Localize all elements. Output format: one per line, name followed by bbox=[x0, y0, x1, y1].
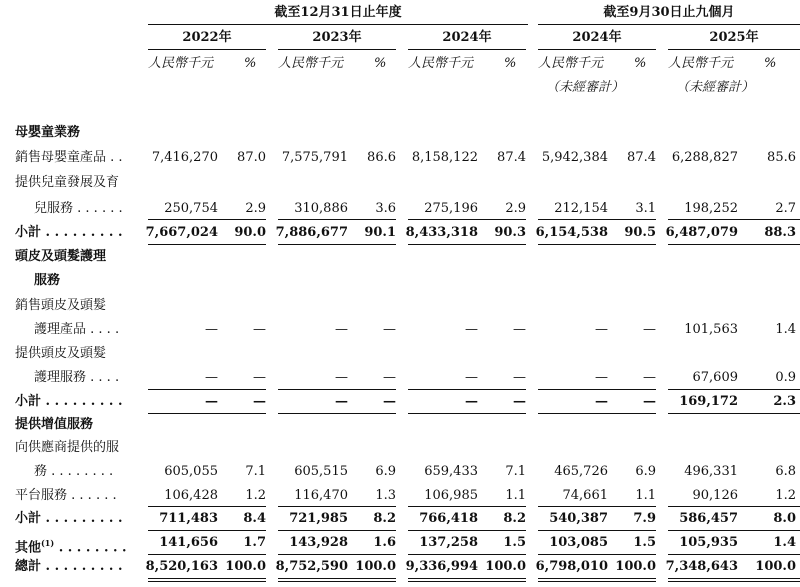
cell-r8-2023-amount: 116,470 bbox=[294, 488, 348, 503]
cell-r4-2023-amount: — bbox=[335, 322, 348, 337]
rule-below-subtotal3 bbox=[278, 530, 396, 531]
unit-label-2023: 人民幣千元 bbox=[278, 56, 344, 71]
cell-r11-2024-pct: 100.0 bbox=[485, 559, 526, 574]
rule-above-subtotal3 bbox=[148, 506, 266, 507]
cell-r9-9m2024-amount: 540,387 bbox=[549, 511, 608, 526]
double-rule-total bbox=[408, 581, 526, 582]
header-group-nine-months: 截至9月30日止九個月 bbox=[603, 5, 735, 20]
cell-r6-2023-pct: — bbox=[383, 394, 396, 409]
pct-label-2022: % bbox=[244, 56, 257, 71]
cell-r11-2023-pct: 100.0 bbox=[355, 559, 396, 574]
section-title-scalp-hair-b: 服務 bbox=[34, 273, 61, 288]
cell-r7-9m2025-pct: 6.8 bbox=[775, 464, 796, 479]
cell-r3-2022-amount: 7,667,024 bbox=[145, 225, 218, 240]
cell-r11-2024-amount: 9,336,994 bbox=[405, 559, 478, 574]
cell-r5-2024-amount: — bbox=[465, 370, 478, 385]
rule-below-subtotal2 bbox=[408, 413, 526, 414]
rule-above-subtotal1 bbox=[148, 219, 266, 220]
double-rule-total bbox=[278, 581, 396, 582]
cell-r7-9m2025-amount: 496,331 bbox=[684, 464, 738, 479]
cell-r2-2022-amount: 250,754 bbox=[164, 201, 218, 216]
pct-label-2024: % bbox=[504, 56, 517, 71]
section-title-scalp-hair-a: 頭皮及頭髮護理 bbox=[15, 249, 107, 264]
rule-below-subtotal2 bbox=[148, 413, 266, 414]
cell-r9-2024-amount: 766,418 bbox=[419, 511, 478, 526]
cell-r9-2023-pct: 8.2 bbox=[373, 511, 396, 526]
rule-below-subtotal3 bbox=[148, 530, 266, 531]
double-rule-total bbox=[148, 581, 266, 582]
cell-r9-2022-amount: 711,483 bbox=[159, 511, 218, 526]
cell-r3-2023-amount: 7,886,677 bbox=[275, 225, 348, 240]
cell-r4-2024-amount: — bbox=[465, 322, 478, 337]
cell-r11-2022-amount: 8,520,163 bbox=[145, 559, 218, 574]
row-label-others: 其他$^{(1)}$ . . . . . . . . bbox=[15, 538, 127, 556]
cell-r2-9m2025-amount: 198,252 bbox=[684, 201, 738, 216]
cell-r11-9m2025-pct: 100.0 bbox=[755, 559, 796, 574]
cell-r3-2023-pct: 90.1 bbox=[364, 225, 396, 240]
row-label-total: 總計 . . . . . . . . . bbox=[15, 559, 123, 574]
rule-below-subtotal3 bbox=[408, 530, 526, 531]
cell-r10-9m2024-amount: 103,085 bbox=[549, 535, 608, 550]
cell-r2-2024-amount: 275,196 bbox=[424, 201, 478, 216]
year-header-2024: 2024年 bbox=[442, 30, 492, 45]
cell-r2-2024-pct: 2.9 bbox=[505, 201, 526, 216]
year-header-2025-nine-months: 2025年 bbox=[709, 30, 759, 45]
cell-r5-2022-pct: — bbox=[253, 370, 266, 385]
cell-r9-2023-amount: 721,985 bbox=[289, 511, 348, 526]
cell-r11-2022-pct: 100.0 bbox=[225, 559, 266, 574]
cell-r2-2023-pct: 3.6 bbox=[375, 201, 396, 216]
rule-above-subtotal1 bbox=[408, 219, 526, 220]
cell-r7-9m2024-pct: 6.9 bbox=[635, 464, 656, 479]
double-rule-total bbox=[538, 581, 656, 582]
rule-below-subtotal1 bbox=[278, 244, 396, 245]
pct-label-2024-nine-months: % bbox=[634, 56, 647, 71]
year-header-2022: 2022年 bbox=[182, 30, 232, 45]
cell-r5-9m2025-pct: 0.9 bbox=[775, 370, 796, 385]
pct-label-2025-nine-months: % bbox=[764, 56, 777, 71]
cell-r2-2023-amount: 310,886 bbox=[294, 201, 348, 216]
row-label-sale-products: 銷售母嬰童產品 . . bbox=[15, 150, 123, 165]
cell-r6-9m2024-pct: — bbox=[643, 394, 656, 409]
double-rule-total bbox=[278, 578, 396, 579]
header-group-annual: 截至12月31日止年度 bbox=[274, 5, 402, 20]
rule-above-subtotal3 bbox=[278, 506, 396, 507]
cell-r8-2022-amount: 106,428 bbox=[164, 488, 218, 503]
cell-r1-2022-amount: 7,416,270 bbox=[151, 150, 218, 165]
pct-label-2023: % bbox=[374, 56, 387, 71]
cell-r6-9m2025-amount: 169,172 bbox=[679, 394, 738, 409]
cell-r3-9m2025-amount: 6,487,079 bbox=[665, 225, 738, 240]
cell-r11-2023-amount: 8,752,590 bbox=[275, 559, 348, 574]
cell-r11-9m2025-amount: 7,348,643 bbox=[665, 559, 738, 574]
header-group-nine-months-rule bbox=[538, 24, 800, 25]
cell-r10-2022-amount: 141,656 bbox=[159, 535, 218, 550]
row-label-scalp-services-b: 護理服務 . . . . bbox=[34, 370, 120, 385]
row-label-supplier-services-a: 向供應商提供的服 bbox=[15, 440, 120, 455]
cell-r10-2023-pct: 1.6 bbox=[373, 535, 396, 550]
rule-below-subtotal1 bbox=[668, 244, 800, 245]
cell-r7-2022-amount: 605,055 bbox=[164, 464, 218, 479]
cell-r10-9m2025-amount: 105,935 bbox=[679, 535, 738, 550]
year-rule-2023 bbox=[278, 49, 396, 50]
rule-below-subtotal3 bbox=[538, 530, 656, 531]
year-rule-2024-nine-months bbox=[538, 49, 656, 50]
cell-r4-9m2024-amount: — bbox=[595, 322, 608, 337]
year-header-2023: 2023年 bbox=[312, 30, 362, 45]
cell-r10-9m2024-pct: 1.5 bbox=[633, 535, 656, 550]
row-label-platform-services: 平台服務 . . . . . . bbox=[15, 488, 117, 503]
cell-r8-9m2024-amount: 74,661 bbox=[562, 488, 608, 503]
cell-r10-2024-amount: 137,258 bbox=[419, 535, 478, 550]
cell-r4-2024-pct: — bbox=[513, 322, 526, 337]
rule-below-subtotal2 bbox=[538, 413, 656, 414]
cell-r10-2023-amount: 143,928 bbox=[289, 535, 348, 550]
row-label-subtotal3: 小計 . . . . . . . . . bbox=[15, 511, 123, 526]
section-title-value-added: 提供增值服務 bbox=[15, 417, 94, 432]
year-rule-2025-nine-months bbox=[668, 49, 800, 50]
rule-below-subtotal2 bbox=[278, 413, 396, 414]
unit-label-2024-nine-months: 人民幣千元 bbox=[538, 56, 604, 71]
section-title-mother-baby: 母嬰童業務 bbox=[15, 125, 81, 140]
footnote-marker: (1) bbox=[41, 538, 55, 548]
double-rule-total bbox=[148, 578, 266, 579]
cell-r10-2022-pct: 1.7 bbox=[243, 535, 266, 550]
cell-r5-2023-amount: — bbox=[335, 370, 348, 385]
unit-label-2025-nine-months: 人民幣千元 bbox=[668, 56, 734, 71]
rule-above-subtotal3 bbox=[408, 506, 526, 507]
year-rule-2024 bbox=[408, 49, 526, 50]
cell-r6-9m2024-amount: — bbox=[595, 394, 608, 409]
cell-r1-2023-pct: 86.6 bbox=[367, 150, 396, 165]
year-header-2024-nine-months: 2024年 bbox=[572, 30, 622, 45]
cell-r4-9m2024-pct: — bbox=[643, 322, 656, 337]
cell-r10-9m2025-pct: 1.4 bbox=[773, 535, 796, 550]
row-label-child-dev-b: 兒服務 . . . . . . bbox=[34, 201, 123, 216]
row-label-supplier-services-b: 務 . . . . . . . . bbox=[34, 464, 114, 479]
cell-r10-2024-pct: 1.5 bbox=[503, 535, 526, 550]
cell-r8-2022-pct: 1.2 bbox=[245, 488, 266, 503]
rule-below-subtotal1 bbox=[408, 244, 526, 245]
cell-r6-9m2025-pct: 2.3 bbox=[773, 394, 796, 409]
cell-r1-2024-pct: 87.4 bbox=[497, 150, 526, 165]
cell-r1-9m2025-pct: 85.6 bbox=[767, 150, 796, 165]
double-rule-total bbox=[538, 578, 656, 579]
cell-r5-2024-pct: — bbox=[513, 370, 526, 385]
rule-above-subtotal2 bbox=[408, 389, 526, 390]
rule-above-total bbox=[538, 554, 656, 555]
rule-above-subtotal2 bbox=[148, 389, 266, 390]
header-group-annual-rule bbox=[148, 24, 528, 25]
cell-r3-9m2024-pct: 90.5 bbox=[624, 225, 656, 240]
unit-label-2024: 人民幣千元 bbox=[408, 56, 474, 71]
cell-r7-2024-amount: 659,433 bbox=[424, 464, 478, 479]
cell-r2-9m2024-amount: 212,154 bbox=[554, 201, 608, 216]
cell-r1-2022-pct: 87.0 bbox=[237, 150, 266, 165]
cell-r5-2022-amount: — bbox=[205, 370, 218, 385]
cell-r3-2024-amount: 8,433,318 bbox=[405, 225, 478, 240]
rule-below-subtotal3 bbox=[668, 530, 800, 531]
cell-r1-9m2024-pct: 87.4 bbox=[627, 150, 656, 165]
cell-r5-9m2024-amount: — bbox=[595, 370, 608, 385]
cell-r7-2024-pct: 7.1 bbox=[505, 464, 526, 479]
cell-r5-2023-pct: — bbox=[383, 370, 396, 385]
double-rule-total bbox=[668, 578, 800, 579]
cell-r6-2022-amount: — bbox=[205, 394, 218, 409]
rule-below-subtotal1 bbox=[538, 244, 656, 245]
cell-r3-2024-pct: 90.3 bbox=[494, 225, 526, 240]
cell-r7-2022-pct: 7.1 bbox=[245, 464, 266, 479]
cell-r11-9m2024-pct: 100.0 bbox=[615, 559, 656, 574]
cell-r1-2024-amount: 8,158,122 bbox=[411, 150, 478, 165]
cell-r5-9m2024-pct: — bbox=[643, 370, 656, 385]
cell-r7-2023-amount: 605,515 bbox=[294, 464, 348, 479]
rule-above-subtotal3 bbox=[668, 506, 800, 507]
cell-r2-9m2024-pct: 3.1 bbox=[635, 201, 656, 216]
cell-r4-9m2025-pct: 1.4 bbox=[775, 322, 796, 337]
cell-r1-2023-amount: 7,575,791 bbox=[281, 150, 348, 165]
rule-above-subtotal1 bbox=[668, 219, 800, 220]
rule-above-subtotal2 bbox=[668, 389, 800, 390]
cell-r3-2022-pct: 90.0 bbox=[234, 225, 266, 240]
cell-r6-2022-pct: — bbox=[253, 394, 266, 409]
cell-r9-2022-pct: 8.4 bbox=[243, 511, 266, 526]
cell-r5-9m2025-amount: 67,609 bbox=[692, 370, 738, 385]
cell-r3-9m2024-amount: 6,154,538 bbox=[535, 225, 608, 240]
rule-above-total bbox=[668, 554, 800, 555]
rule-above-total bbox=[408, 554, 526, 555]
cell-r7-2023-pct: 6.9 bbox=[375, 464, 396, 479]
row-label-subtotal2: 小計 . . . . . . . . . bbox=[15, 394, 123, 409]
double-rule-total bbox=[668, 581, 800, 582]
cell-r6-2024-pct: — bbox=[513, 394, 526, 409]
cell-r9-9m2025-amount: 586,457 bbox=[679, 511, 738, 526]
cell-r4-2022-amount: — bbox=[205, 322, 218, 337]
cell-r4-2023-pct: — bbox=[383, 322, 396, 337]
cell-r1-9m2025-amount: 6,288,827 bbox=[671, 150, 738, 165]
rule-below-subtotal2 bbox=[668, 413, 800, 414]
cell-r2-2022-pct: 2.9 bbox=[245, 201, 266, 216]
cell-r6-2024-amount: — bbox=[465, 394, 478, 409]
cell-r9-9m2025-pct: 8.0 bbox=[773, 511, 796, 526]
rule-above-subtotal1 bbox=[278, 219, 396, 220]
row-label-scalp-services-a: 提供頭皮及頭髮 bbox=[15, 346, 107, 361]
row-label-scalp-products-a: 銷售頭皮及頭髮 bbox=[15, 298, 107, 313]
cell-r9-9m2024-pct: 7.9 bbox=[633, 511, 656, 526]
cell-r8-9m2024-pct: 1.1 bbox=[635, 488, 656, 503]
rule-below-subtotal1 bbox=[148, 244, 266, 245]
cell-r8-9m2025-pct: 1.2 bbox=[775, 488, 796, 503]
cell-r1-9m2024-amount: 5,942,384 bbox=[541, 150, 608, 165]
cell-r8-2023-pct: 1.3 bbox=[375, 488, 396, 503]
cell-r8-2024-pct: 1.1 bbox=[505, 488, 526, 503]
cell-r11-9m2024-amount: 6,798,010 bbox=[535, 559, 608, 574]
row-label-subtotal1: 小計 . . . . . . . . . bbox=[15, 225, 123, 240]
cell-r4-9m2025-amount: 101,563 bbox=[684, 322, 738, 337]
cell-r7-9m2024-amount: 465,726 bbox=[554, 464, 608, 479]
row-label-child-dev-a: 提供兒童發展及育 bbox=[15, 175, 120, 190]
rule-above-subtotal1 bbox=[538, 219, 656, 220]
rule-above-subtotal2 bbox=[278, 389, 396, 390]
cell-r8-2024-amount: 106,985 bbox=[424, 488, 478, 503]
double-rule-total bbox=[408, 578, 526, 579]
cell-r3-9m2025-pct: 88.3 bbox=[764, 225, 796, 240]
unaudited-label-2025: （未經審計） bbox=[676, 80, 755, 95]
cell-r4-2022-pct: — bbox=[253, 322, 266, 337]
cell-r9-2024-pct: 8.2 bbox=[503, 511, 526, 526]
rule-above-subtotal3 bbox=[538, 506, 656, 507]
rule-above-subtotal2 bbox=[538, 389, 656, 390]
year-rule-2022 bbox=[148, 49, 266, 50]
cell-r8-9m2025-amount: 90,126 bbox=[692, 488, 738, 503]
cell-r6-2023-amount: — bbox=[335, 394, 348, 409]
row-label-scalp-products-b: 護理產品 . . . . bbox=[34, 322, 120, 337]
rule-above-total bbox=[278, 554, 396, 555]
unaudited-label-2024: （未經審計） bbox=[546, 80, 625, 95]
unit-label-2022: 人民幣千元 bbox=[148, 56, 214, 71]
cell-r2-9m2025-pct: 2.7 bbox=[775, 201, 796, 216]
rule-above-total bbox=[148, 554, 266, 555]
